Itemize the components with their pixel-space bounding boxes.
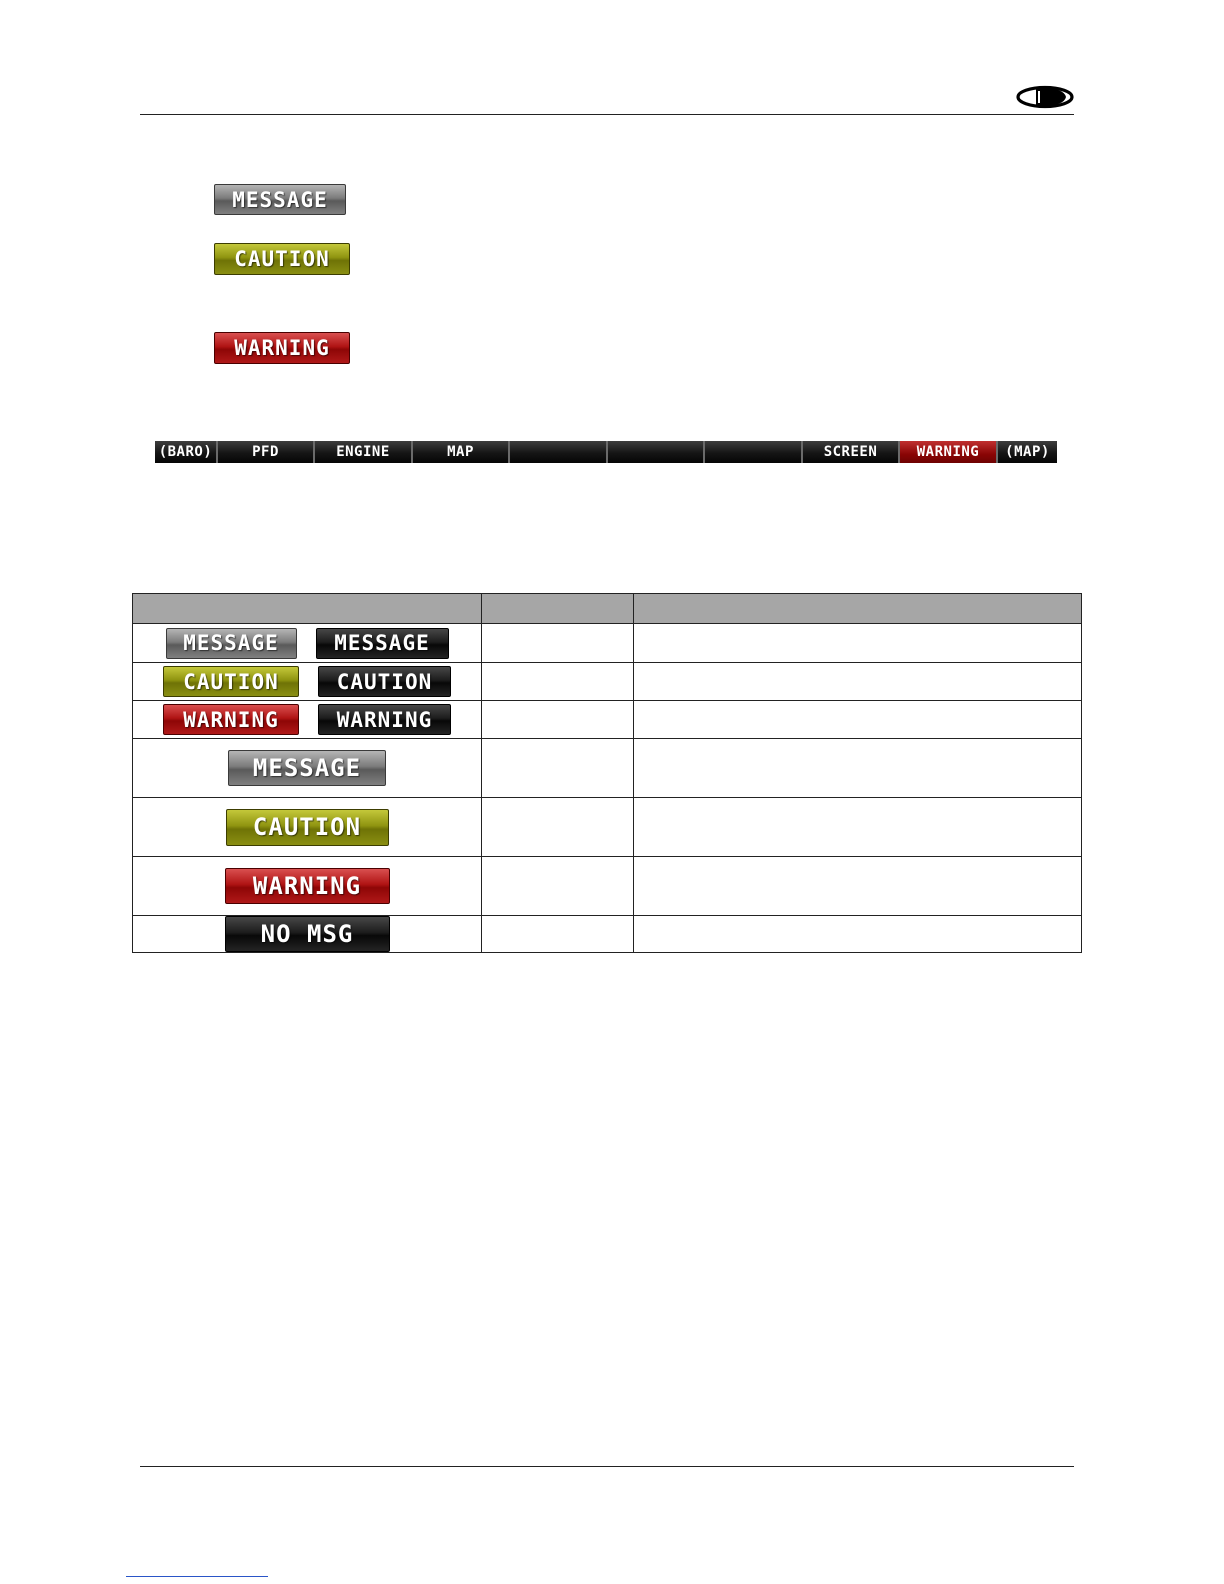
table-cell xyxy=(482,701,634,739)
footer-rule xyxy=(140,1466,1074,1467)
table-cell xyxy=(482,663,634,701)
table-header-cell xyxy=(482,594,634,624)
dynon-logo-icon xyxy=(1016,85,1074,109)
warning-annunciator-large: WARNING xyxy=(225,868,390,904)
table-row xyxy=(133,663,1082,701)
table-cell xyxy=(634,916,1082,953)
table-header-row xyxy=(133,594,1082,624)
table-cell-annunciators xyxy=(133,663,482,701)
softkey-map-right[interactable]: (MAP) xyxy=(998,441,1057,463)
table-row xyxy=(133,857,1082,916)
footer-link-underline[interactable] xyxy=(126,1576,268,1577)
warning-annunciator: WARNING xyxy=(214,332,350,364)
table-cell-annunciators xyxy=(133,624,482,663)
table-cell-annunciators xyxy=(133,701,482,739)
softkey-baro[interactable]: (BARO) xyxy=(155,441,218,463)
softkey-map[interactable]: MAP xyxy=(413,441,510,463)
softkey-pfd[interactable]: PFD xyxy=(218,441,315,463)
table-cell xyxy=(482,739,634,798)
message-annunciator-active: MESSAGE xyxy=(166,628,297,659)
no-msg-annunciator: NO MSG xyxy=(225,916,390,952)
table-row xyxy=(133,624,1082,663)
softkey-blank-2[interactable] xyxy=(608,441,705,463)
table-cell xyxy=(634,701,1082,739)
table-cell xyxy=(634,624,1082,663)
softkey-blank-3[interactable] xyxy=(705,441,803,463)
table-cell xyxy=(482,798,634,857)
softkey-bar xyxy=(155,441,1057,463)
warning-annunciator-active: WARNING xyxy=(163,704,299,735)
caution-annunciator-large: CAUTION xyxy=(226,809,389,846)
softkey-warning[interactable]: WARNING xyxy=(900,441,998,463)
table-cell xyxy=(482,916,634,953)
warning-annunciator-inactive: WARNING xyxy=(318,704,451,735)
caution-annunciator-inactive: CAUTION xyxy=(318,666,451,697)
header-rule xyxy=(140,114,1074,115)
message-annunciator: MESSAGE xyxy=(214,184,346,215)
table-row xyxy=(133,701,1082,739)
table-cell-annunciators xyxy=(133,739,482,798)
table-header-cell xyxy=(133,594,482,624)
table-row xyxy=(133,916,1082,953)
table-cell xyxy=(482,624,634,663)
table-cell xyxy=(634,857,1082,916)
table-cell xyxy=(634,798,1082,857)
caution-annunciator: CAUTION xyxy=(214,243,350,275)
table-cell xyxy=(482,857,634,916)
caution-annunciator-active: CAUTION xyxy=(163,666,299,697)
message-annunciator-inactive: MESSAGE xyxy=(316,628,449,659)
annunciator-table xyxy=(132,593,1082,953)
table-cell-annunciators xyxy=(133,916,482,953)
table-cell-annunciators xyxy=(133,798,482,857)
table-cell-annunciators xyxy=(133,857,482,916)
table-header-cell xyxy=(634,594,1082,624)
message-annunciator-large: MESSAGE xyxy=(228,750,386,786)
softkey-screen[interactable]: SCREEN xyxy=(803,441,900,463)
table-cell xyxy=(634,739,1082,798)
table-row xyxy=(133,798,1082,857)
softkey-engine[interactable]: ENGINE xyxy=(315,441,413,463)
table-row xyxy=(133,739,1082,798)
softkey-blank-1[interactable] xyxy=(510,441,608,463)
table-cell xyxy=(634,663,1082,701)
